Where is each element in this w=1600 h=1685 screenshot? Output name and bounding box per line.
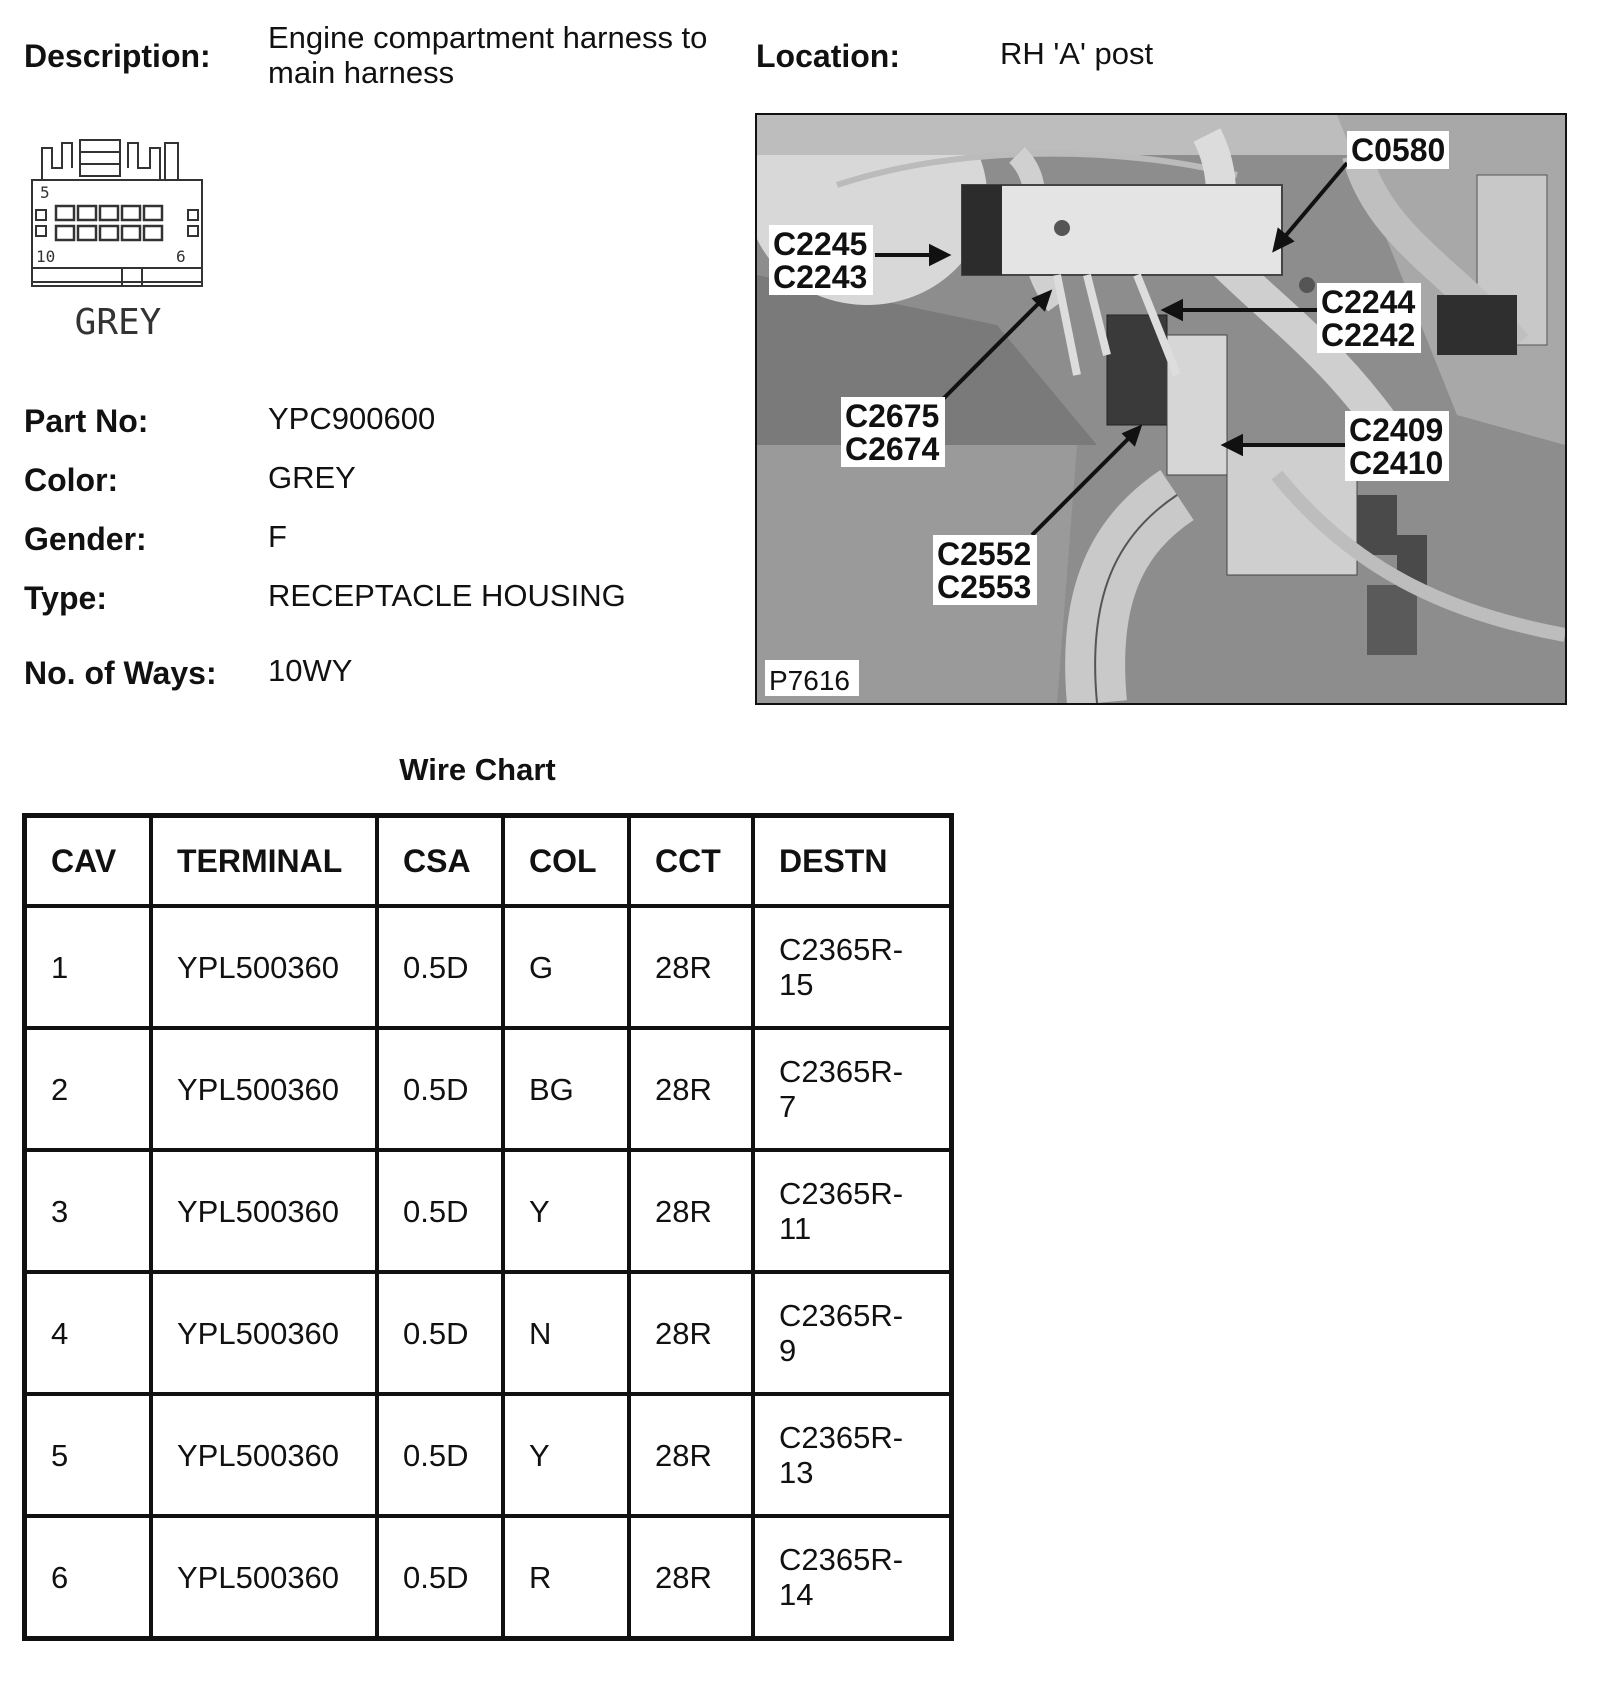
ways-label: No. of Ways:: [24, 655, 217, 691]
cavity-grid: [56, 206, 162, 240]
callout-c2410: C2410: [1349, 445, 1444, 481]
cell-cct: 28R: [629, 1516, 753, 1639]
cell-terminal: YPL500360: [151, 906, 377, 1028]
photo-id-label: P7616: [769, 665, 850, 696]
callout-c2243: C2243: [773, 259, 868, 295]
cell-destn: [753, 1028, 952, 1150]
callout-c2552: C2552: [937, 536, 1032, 572]
wire-chart-table: [22, 813, 954, 1641]
description-line-1: Engine compartment harness to: [268, 20, 708, 55]
column-header-cav: CAV: [25, 816, 152, 907]
cell-cav: 4: [25, 1272, 152, 1394]
destn-line-1: C2365R-: [779, 1298, 904, 1333]
cell-cav: 3: [25, 1150, 152, 1272]
cell-csa: 0.5D: [377, 1150, 503, 1272]
column-header-col: COL: [503, 816, 629, 907]
cell-col: BG: [503, 1028, 629, 1150]
type-value: RECEPTACLE HOUSING: [268, 578, 626, 613]
callout-c2245: C2245: [773, 226, 868, 262]
destn-line-2: 15: [779, 967, 814, 1002]
cell-cct: 28R: [629, 1272, 753, 1394]
cell-destn: [753, 1394, 952, 1516]
column-header-cct: CCT: [629, 816, 753, 907]
cell-csa: 0.5D: [377, 906, 503, 1028]
table-row: [25, 1272, 952, 1394]
cell-terminal: YPL500360: [151, 1150, 377, 1272]
cell-col: R: [503, 1516, 629, 1639]
cell-destn: [753, 1516, 952, 1639]
callout-c2675: C2675: [845, 398, 940, 434]
pin-label-5: 5: [40, 183, 50, 202]
pin-label-6: 6: [176, 247, 186, 266]
callout-c2674: C2674: [845, 431, 940, 467]
table-row: [25, 1394, 952, 1516]
destn-line-2: 13: [779, 1455, 814, 1490]
callout-c2553: C2553: [937, 569, 1032, 605]
cell-destn: [753, 1272, 952, 1394]
location-photo: [755, 113, 1567, 705]
cell-cav: 6: [25, 1516, 152, 1639]
table-row: [25, 1516, 952, 1639]
cell-cav: 5: [25, 1394, 152, 1516]
wire-chart-title: Wire Chart: [399, 752, 556, 787]
description-line-2: main harness: [268, 55, 455, 90]
location-label: Location:: [756, 38, 900, 74]
gender-value: F: [268, 519, 287, 554]
callout-c2242: C2242: [1321, 317, 1416, 353]
destn-line-2: 14: [779, 1577, 814, 1612]
part-no-value: YPC900600: [268, 401, 436, 436]
cell-csa: 0.5D: [377, 1272, 503, 1394]
cell-terminal: YPL500360: [151, 1394, 377, 1516]
description-value: [268, 20, 738, 90]
column-header-destn: DESTN: [753, 816, 952, 907]
cell-col: G: [503, 906, 629, 1028]
cell-csa: 0.5D: [377, 1028, 503, 1150]
cell-destn: [753, 1150, 952, 1272]
cell-cct: 28R: [629, 906, 753, 1028]
cell-cct: 28R: [629, 1394, 753, 1516]
cell-col: Y: [503, 1150, 629, 1272]
destn-line-1: C2365R-: [779, 1420, 904, 1455]
callout-c0580: C0580: [1351, 132, 1446, 168]
cell-cct: 28R: [629, 1150, 753, 1272]
color-value: GREY: [268, 460, 356, 495]
destn-line-1: C2365R-: [779, 1542, 904, 1577]
destn-line-1: C2365R-: [779, 1054, 904, 1089]
color-label: Color:: [24, 462, 119, 498]
cell-csa: 0.5D: [377, 1516, 503, 1639]
cell-cav: 2: [25, 1028, 152, 1150]
destn-line-1: C2365R-: [779, 932, 904, 967]
table-row: [25, 1150, 952, 1272]
cell-terminal: YPL500360: [151, 1028, 377, 1150]
cell-destn: [753, 906, 952, 1028]
type-label: Type:: [24, 580, 107, 616]
connector-face-diagram: [30, 138, 205, 348]
part-no-label: Part No:: [24, 403, 149, 439]
table-row: [25, 906, 952, 1028]
table-header-row: [25, 816, 952, 907]
cell-csa: 0.5D: [377, 1394, 503, 1516]
ways-value: 10WY: [268, 653, 353, 688]
destn-line-2: 9: [779, 1333, 797, 1368]
cell-terminal: YPL500360: [151, 1516, 377, 1639]
location-photo-illustration: [757, 115, 1565, 703]
location-value: RH 'A' post: [1000, 36, 1154, 71]
destn-line-2: 11: [779, 1211, 812, 1246]
connector-color-text: GREY: [74, 302, 162, 343]
column-header-terminal: TERMINAL: [151, 816, 377, 907]
cell-terminal: YPL500360: [151, 1272, 377, 1394]
cell-col: N: [503, 1272, 629, 1394]
callout-c2244: C2244: [1321, 284, 1416, 320]
cell-col: Y: [503, 1394, 629, 1516]
destn-line-1: C2365R-: [779, 1176, 904, 1211]
table-row: [25, 1028, 952, 1150]
pin-label-10: 10: [36, 247, 56, 266]
gender-label: Gender:: [24, 521, 147, 557]
destn-line-2: 7: [779, 1089, 797, 1124]
cell-cct: 28R: [629, 1028, 753, 1150]
callout-c2409: C2409: [1349, 412, 1444, 448]
description-label: Description:: [24, 38, 211, 74]
cell-cav: 1: [25, 906, 152, 1028]
column-header-csa: CSA: [377, 816, 503, 907]
